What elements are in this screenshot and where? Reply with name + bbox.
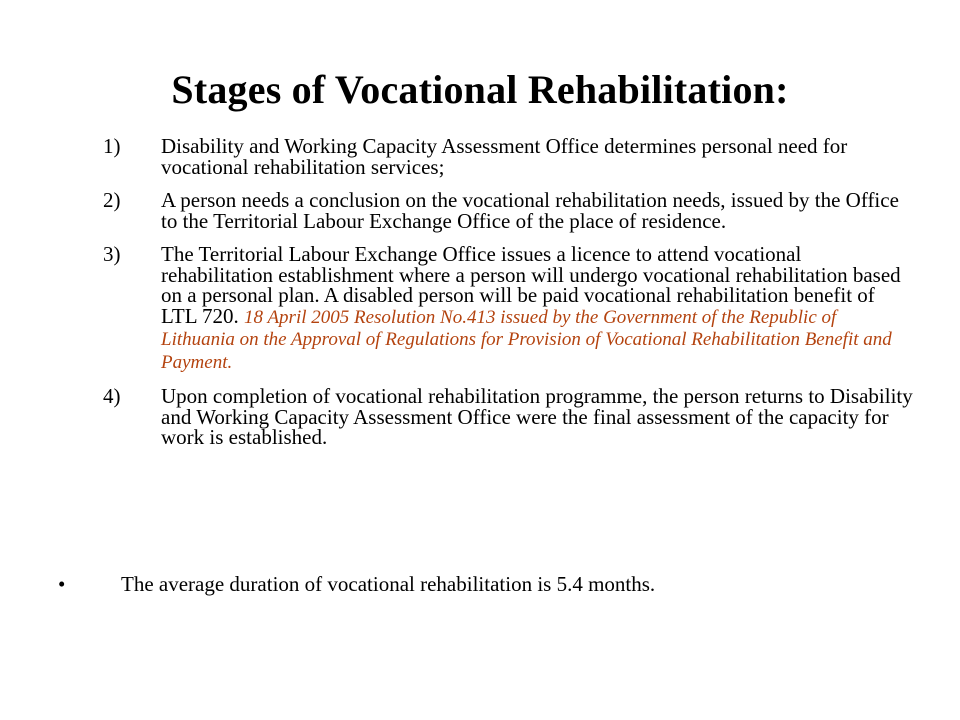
stage-number: 2) [103,188,121,212]
bullet-icon: • [58,572,66,596]
stage-text: The Territorial Labour Exchange Office issues a licence to attend vocational rehabilitation establishment where a person will undergo vocational rehabilitation based on a personal plan. A disabled person will be paid vocational rehabilitation benefit of LTL 720. [161,242,901,328]
stage-number: 4) [103,384,121,408]
stage-number: 3) [103,242,121,266]
stages-list [103,136,913,461]
summary-text: The average duration of vocational rehabilitation is 5.4 months. [121,572,656,596]
stage-number: 1) [103,134,121,158]
stage-text: Upon completion of vocational rehabilitation programme, the person returns to Disability and Working Capacity Assessment Office were the final assessment of the capacity for work is established. [161,384,913,449]
stage-item-4 [103,386,913,448]
stage-item-2 [103,190,913,231]
legal-reference: 18 April 2005 Resolution No.413 issued by the Government of the Republic of Lithuania on the Approval of Regulations for Provision of Vocational Rehabilitation Benefit and Payment. [161,306,892,373]
stage-item-1 [103,136,913,177]
slide-title: Stages of Vocational Rehabilitation: [171,67,789,112]
stage-text: A person needs a conclusion on the vocational rehabilitation needs, issued by the Office to the Territorial Labour Exchange Office of the place of residence. [161,188,899,233]
stage-text: Disability and Working Capacity Assessment Office determines personal need for vocational rehabilitation services; [161,134,848,179]
stage-item-3 [103,244,913,373]
